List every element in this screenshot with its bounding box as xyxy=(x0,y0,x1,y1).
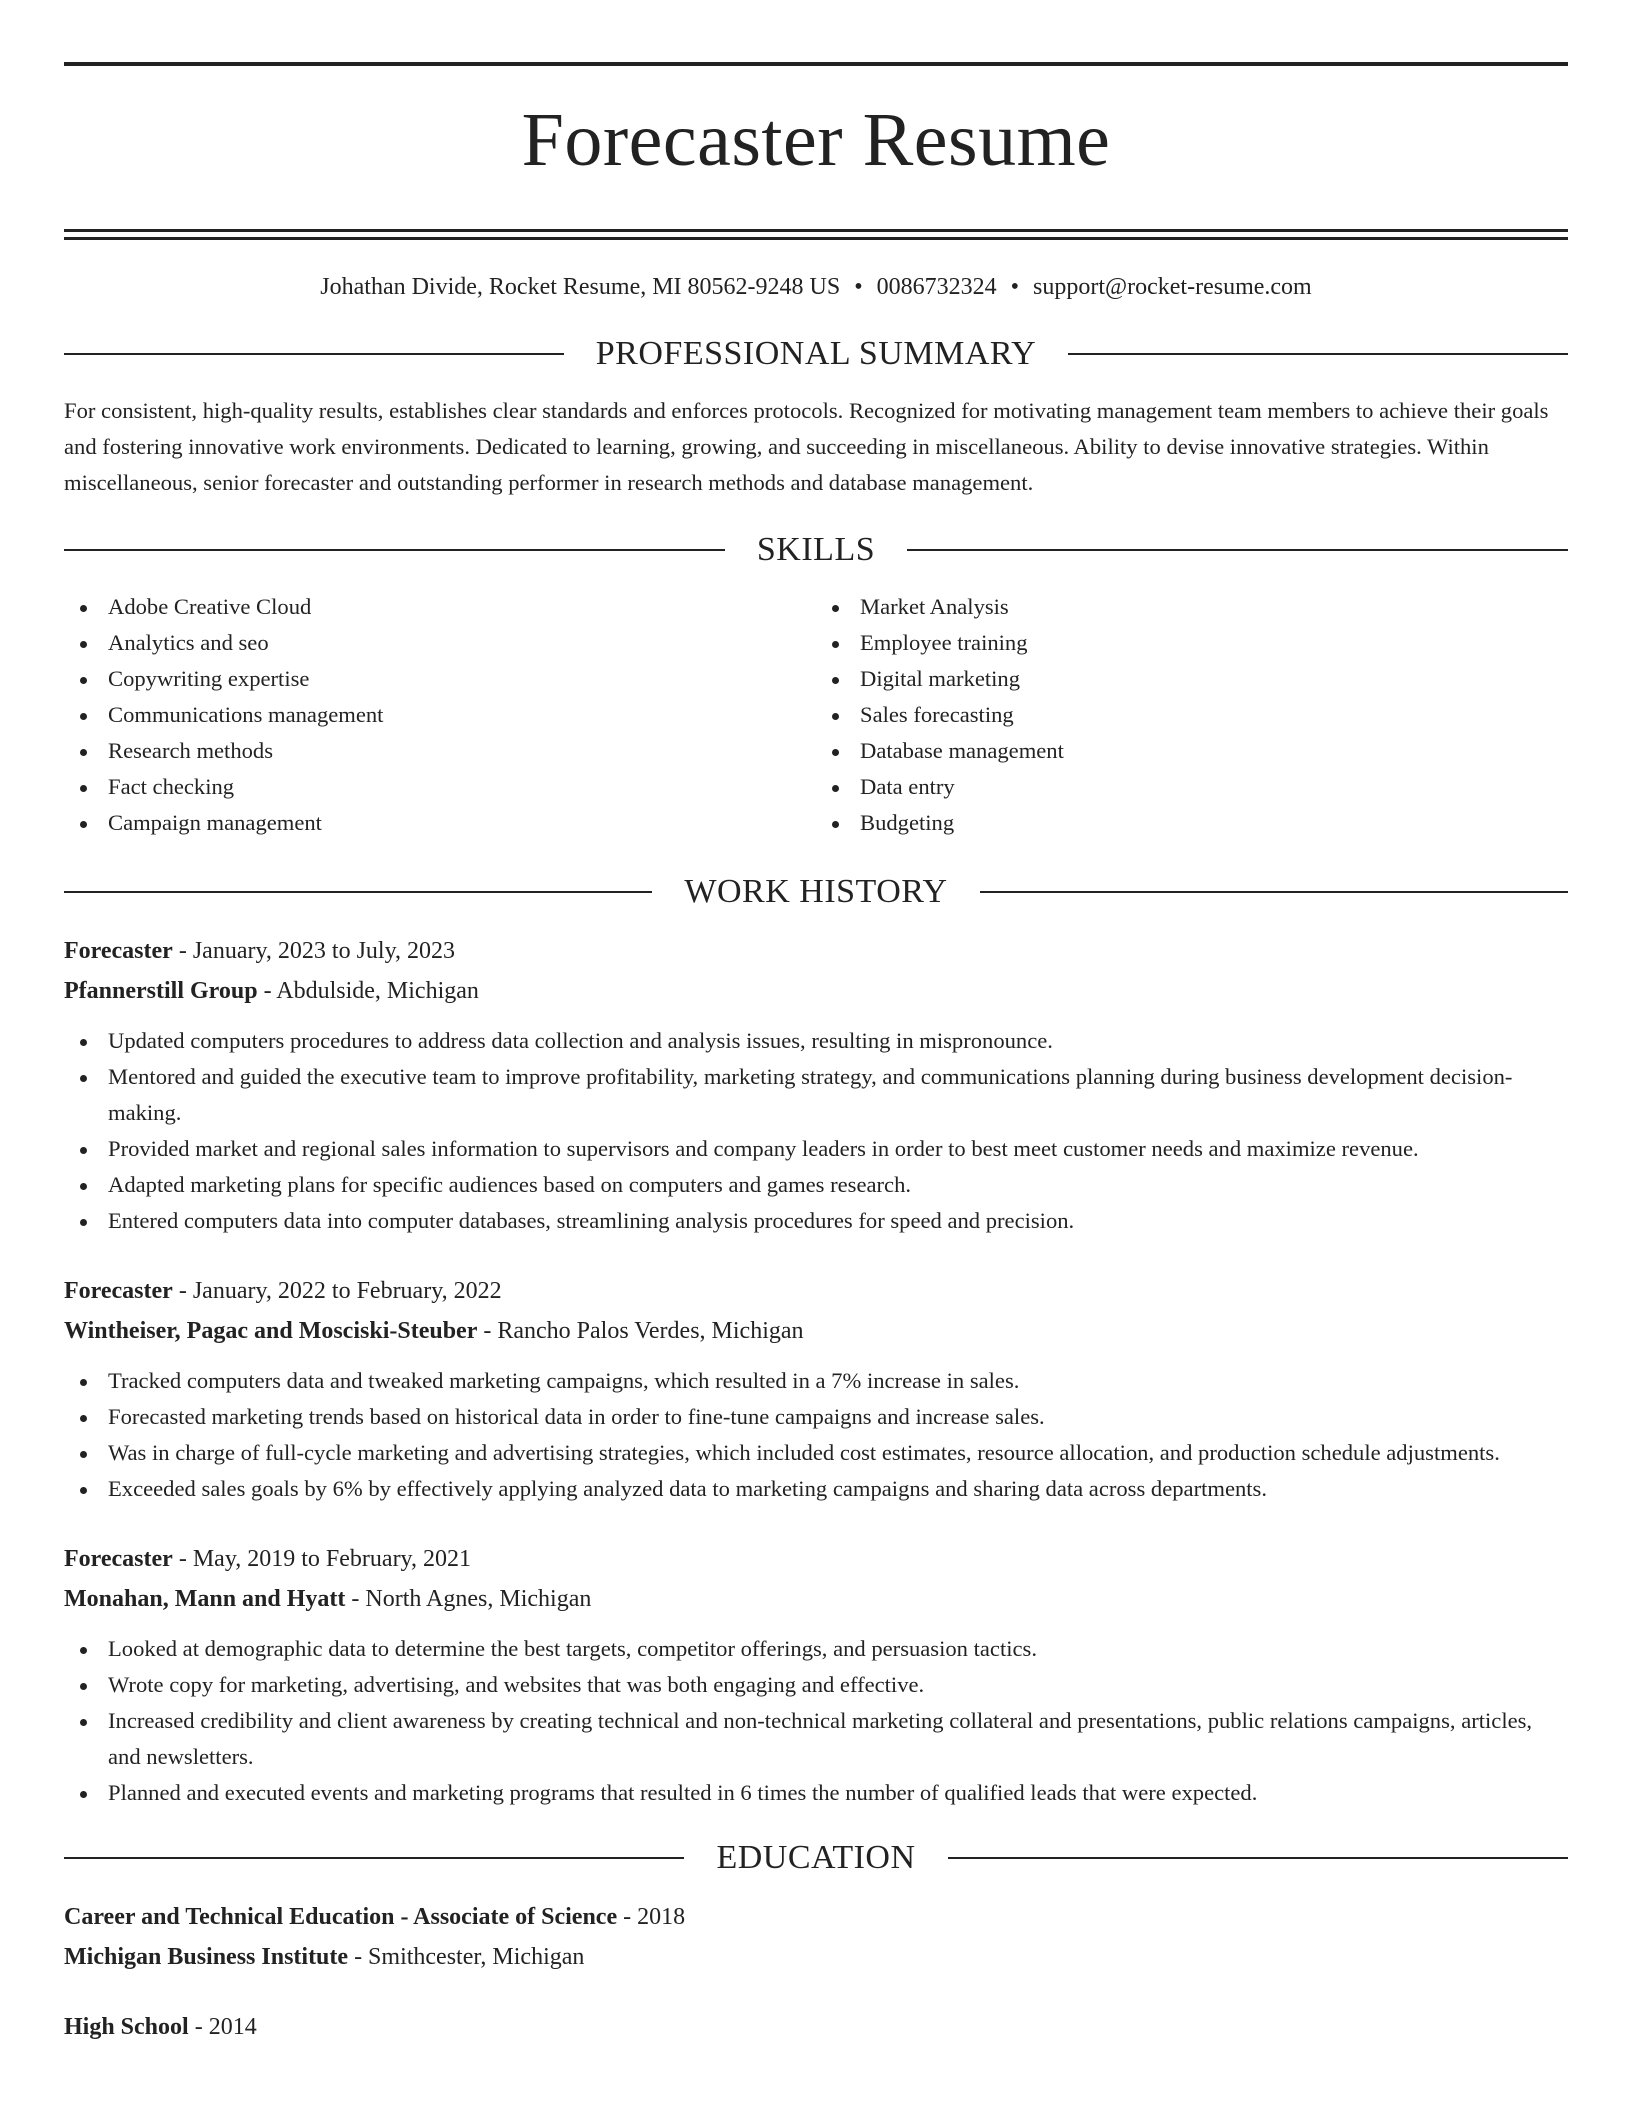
job-bullet: Looked at demographic data to determine the best targets, competitor offerings, and persuasion tactics. xyxy=(64,1631,1568,1667)
skill-item: Research methods xyxy=(64,733,816,769)
skill-item: Analytics and seo xyxy=(64,625,816,661)
job-title: Forecaster xyxy=(64,1545,173,1572)
skill-item: Campaign management xyxy=(64,805,816,841)
job-bullets xyxy=(64,1023,1568,1239)
section-rule xyxy=(1068,353,1568,355)
skill-item: Sales forecasting xyxy=(816,697,1568,733)
job-title-line xyxy=(64,1271,1568,1311)
company-name: Pfannerstill Group xyxy=(64,977,258,1004)
section-rule xyxy=(64,1857,684,1859)
section-rule xyxy=(64,891,652,893)
job-bullets xyxy=(64,1631,1568,1811)
company-name: Monahan, Mann and Hyatt xyxy=(64,1585,346,1612)
job-title: Forecaster xyxy=(64,1277,173,1304)
job-bullet: Exceeded sales goals by 6% by effectively applying analyzed data to marketing campaigns and sharing data across departments. xyxy=(64,1471,1568,1507)
skill-item: Database management xyxy=(816,733,1568,769)
skills-column-right xyxy=(816,589,1568,841)
resume-title: Forecaster Resume xyxy=(521,98,1111,182)
school-name: Michigan Business Institute xyxy=(64,1943,349,1970)
section-rule xyxy=(980,891,1568,893)
job-bullet: Provided market and regional sales information to supervisors and company leaders in order to best meet customer needs and maximize revenue. xyxy=(64,1131,1568,1167)
education-section-title: EDUCATION xyxy=(716,1838,916,1876)
summary-text: For consistent, high-quality results, establishes clear standards and enforces protocols. Recognized for motivating management team members to achieve their goals and fostering innovative work environments. Dedicated to learning, growing, and succeeding in miscellaneous. Ability to devise innovative strategies. Within miscellaneous, senior forecaster and outstanding performer in research methods and database management. xyxy=(64,397,1549,495)
company-location: - Rancho Palos Verdes, Michigan xyxy=(477,1317,804,1344)
education-section-header xyxy=(64,1838,1568,1876)
section-rule xyxy=(64,353,564,355)
job-dates: - January, 2022 to February, 2022 xyxy=(172,1277,502,1304)
contact-phone: 0086732324 xyxy=(876,273,997,300)
top-rule xyxy=(64,62,1568,66)
skill-item: Fact checking xyxy=(64,769,816,805)
job-bullet: Mentored and guided the executive team to improve profitability, marketing strategy, and communications planning during business development decision-making. xyxy=(64,1059,1568,1131)
skills-column-left xyxy=(64,589,816,841)
degree-line xyxy=(64,1897,1568,1937)
section-rule xyxy=(948,1857,1568,1859)
company-location: - Abdulside, Michigan xyxy=(257,977,479,1004)
degree: High School xyxy=(64,2013,189,2040)
contact-email[interactable]: support@rocket-resume.com xyxy=(1033,273,1312,300)
section-rule xyxy=(907,549,1568,551)
work-section-header xyxy=(64,872,1568,910)
job-title: Forecaster xyxy=(64,937,173,964)
job-dates: - May, 2019 to February, 2021 xyxy=(172,1545,471,1572)
school-location: - Smithcester, Michigan xyxy=(348,1943,585,1970)
job-entry xyxy=(64,931,1568,1239)
section-rule xyxy=(64,549,725,551)
company-line xyxy=(64,1579,1568,1619)
skill-item: Market Analysis xyxy=(816,589,1568,625)
summary-section-title: PROFESSIONAL SUMMARY xyxy=(595,334,1037,372)
skill-item: Communications management xyxy=(64,697,816,733)
skill-item: Adobe Creative Cloud xyxy=(64,589,816,625)
skill-item: Data entry xyxy=(816,769,1568,805)
job-title-line xyxy=(64,931,1568,971)
job-title-line xyxy=(64,1539,1568,1579)
contact-line xyxy=(64,275,1568,299)
skills-section-header xyxy=(64,530,1568,568)
school-line xyxy=(64,1937,1568,1977)
job-bullets xyxy=(64,1363,1568,1507)
job-bullet: Entered computers data into computer databases, streamlining analysis procedures for speed and precision. xyxy=(64,1203,1568,1239)
job-bullet: Planned and executed events and marketing programs that resulted in 6 times the number of qualified leads that were expected. xyxy=(64,1775,1568,1811)
company-location: - North Agnes, Michigan xyxy=(345,1585,592,1612)
skill-item: Employee training xyxy=(816,625,1568,661)
company-line xyxy=(64,971,1568,1011)
education-entry xyxy=(64,2007,1568,2047)
contact-separator: • xyxy=(854,273,863,300)
contact-separator: • xyxy=(1010,273,1020,300)
graduation-year: - 2018 xyxy=(617,1903,686,1930)
education-entry xyxy=(64,1897,1568,1977)
job-bullet: Wrote copy for marketing, advertising, and websites that was both engaging and effective. xyxy=(64,1667,1568,1703)
job-bullet: Increased credibility and client awareness by creating technical and non-technical marketing collateral and presentations, public relations campaigns, articles, and newsletters. xyxy=(64,1703,1568,1775)
contact-address: Johathan Divide, Rocket Resume, MI 80562-9248 US xyxy=(320,273,841,300)
company-name: Wintheiser, Pagac and Mosciski-Steuber xyxy=(64,1317,478,1344)
degree: Career and Technical Education - Associate of Science xyxy=(64,1903,618,1930)
graduation-year: - 2014 xyxy=(188,2013,257,2040)
skills-section-title: SKILLS xyxy=(756,530,876,568)
job-bullet: Updated computers procedures to address data collection and analysis issues, resulting in mispronounce. xyxy=(64,1023,1568,1059)
skill-item: Digital marketing xyxy=(816,661,1568,697)
job-entry xyxy=(64,1539,1568,1811)
summary-section-header xyxy=(64,334,1568,372)
job-entry xyxy=(64,1271,1568,1507)
degree-line xyxy=(64,2007,1568,2047)
skills-list xyxy=(64,589,1568,841)
skill-item: Copywriting expertise xyxy=(64,661,816,697)
job-bullet: Tracked computers data and tweaked marketing campaigns, which resulted in a 7% increase in sales. xyxy=(64,1363,1568,1399)
work-section-title: WORK HISTORY xyxy=(684,872,948,910)
title-double-rule xyxy=(64,229,1568,240)
job-bullet: Was in charge of full-cycle marketing and advertising strategies, which included cost estimates, resource allocation, and production schedule adjustments. xyxy=(64,1435,1568,1471)
skill-item: Budgeting xyxy=(816,805,1568,841)
job-dates: - January, 2023 to July, 2023 xyxy=(172,937,456,964)
company-line xyxy=(64,1311,1568,1351)
job-bullet: Adapted marketing plans for specific audiences based on computers and games research. xyxy=(64,1167,1568,1203)
job-bullet: Forecasted marketing trends based on historical data in order to fine-tune campaigns and increase sales. xyxy=(64,1399,1568,1435)
